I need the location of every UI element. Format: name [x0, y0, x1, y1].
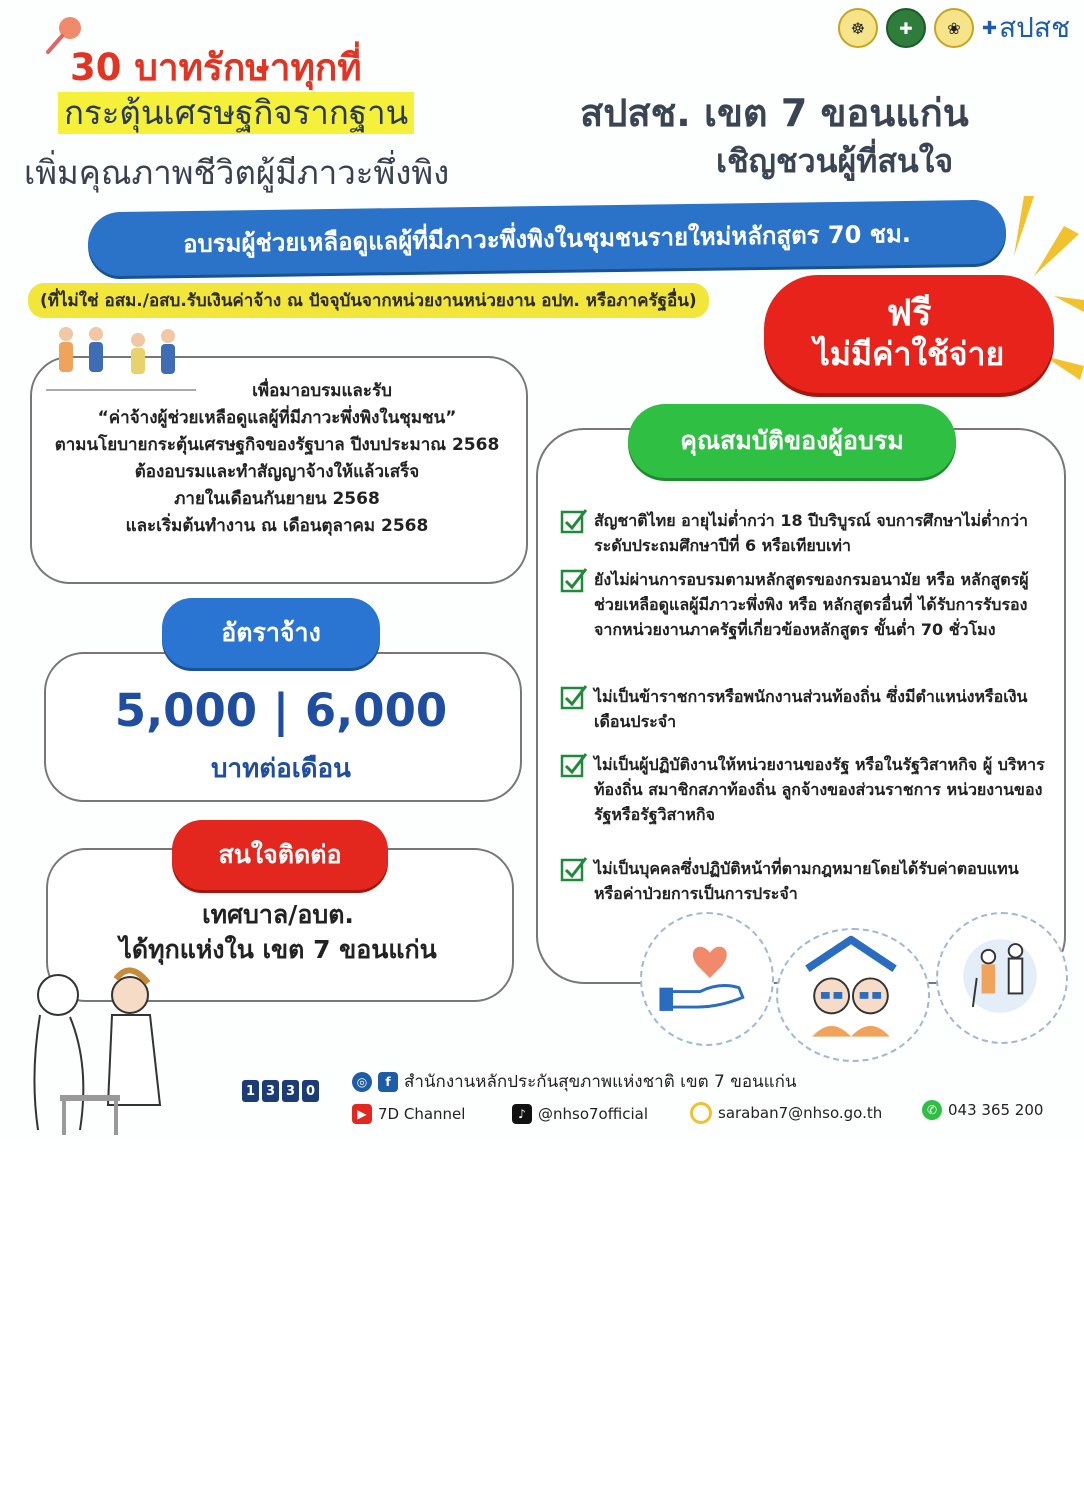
- footer-youtube[interactable]: [352, 1104, 465, 1124]
- hand-heart-icon: [642, 914, 768, 1040]
- purpose-line-4: ต้องอบรมและทำสัญญาจ้างให้แล้วเสร็จ: [134, 462, 420, 482]
- hotline-digit: 1: [242, 1080, 259, 1102]
- footer-phone[interactable]: [922, 1100, 1043, 1120]
- walking-assist-icon: [938, 914, 1062, 1038]
- contact-label: สนใจติดต่อ: [172, 820, 388, 890]
- hotline-digit: 3: [262, 1080, 279, 1102]
- elderly-couple-icon: [778, 930, 924, 1056]
- contact-line-1: เทศบาล/อบต.: [202, 900, 354, 929]
- footer-office-text: สำนักงานหลักประกันสุขภาพแห่งชาติ เขต 7 ขอนแก่น: [404, 1072, 797, 1092]
- headline-30-baht: 30 บาทรักษาทุกที่: [70, 46, 362, 89]
- government-seal-icon: ☸: [838, 8, 878, 48]
- organization-title: สปสช. เขต 7 ขอนแก่น: [580, 91, 969, 135]
- qualification-item: [560, 856, 1050, 906]
- qualification-item: [560, 752, 1050, 827]
- footer-email[interactable]: [690, 1102, 882, 1124]
- qualification-text: ไม่เป็นผู้ปฏิบัติงานให้หน่วยงานของรัฐ หรือในรัฐวิสาหกิจ ผู้ บริหารท้องถิ่น สมาชิกสภาท้องถิ่น ลูกจ้างของส่วนราชการ หน่วยงานของรัฐหรือรัฐวิสาหกิจ: [594, 755, 1045, 824]
- logo-row: [838, 6, 1070, 50]
- headline-economy: กระตุ้นเศรษฐกิจรากฐาน: [58, 92, 414, 134]
- training-banner: [88, 200, 1007, 277]
- purpose-text: [30, 378, 524, 540]
- checkbox-check-icon: [560, 752, 588, 780]
- website-icon: ◎: [352, 1072, 372, 1092]
- eligibility-note: (ที่ไม่ใช่ อสม./อสบ.รับเงินค่าจ้าง ณ ปัจจุบันจากหน่วยงานหน่วยงาน อปท. หรือภาครัฐอื่น): [28, 283, 709, 318]
- purpose-line-2: “ค่าจ้างผู้ช่วยเหลือดูแลผู้ที่มีภาวะพึ่งพิงในชุมชน”: [97, 408, 457, 428]
- walking-assist-circle: [936, 912, 1068, 1044]
- free-badge-subtitle: ไม่มีค่าใช้จ่าย: [813, 335, 1005, 373]
- checkbox-check-icon: [560, 567, 588, 595]
- training-banner-title: อบรมผู้ช่วยเหลือดูแลผู้ที่มีภาวะพึ่งพิงในชุมชนรายใหม่หลักสูตร 70 ชม.: [182, 219, 912, 258]
- youtube-icon: ▶: [352, 1104, 372, 1124]
- footer-youtube-text: 7D Channel: [378, 1105, 466, 1123]
- qualification-item: [560, 508, 1050, 558]
- purpose-line-5: ภายในเดือนกันยายน 2568: [174, 489, 380, 509]
- purpose-line-3: ตามนโยบายกระตุ้นเศรษฐกิจของรัฐบาล ปีงบประมาณ 2568: [54, 435, 500, 455]
- hotline-digit: 0: [302, 1080, 319, 1102]
- nhso-cross-icon: ✚: [981, 17, 998, 39]
- headline-quality-of-life: เพิ่มคุณภาพชีวิตผู้มีภาวะพึ่งพิง: [24, 153, 450, 192]
- hotline-digit: 3: [282, 1080, 299, 1102]
- rate-label: อัตราจ้าง: [162, 598, 380, 668]
- qualification-text: ไม่เป็นบุคคลซึ่งปฏิบัติหน้าที่ตามกฎหมายโดยได้รับค่าตอบแทน หรือค่าป่วยการเป็นการประจำ: [594, 859, 1019, 903]
- footer-phone-text: 043 365 200: [948, 1101, 1044, 1119]
- footer-tiktok[interactable]: [512, 1104, 648, 1124]
- qualification-text: ยังไม่ผ่านการอบรมตามหลักสูตรของกรมอนามัย หรือ หลักสูตรผู้ช่วยเหลือดูแลผู้มีภาวะพึ่งพิง หรือ หลักสูตรอื่นที่ ได้รับการรับรองจากหน่วยงานภาครัฐที่เกี่ยวข้องหลักสูตร ขั้นต่ำ 70 ชั่วโมง: [594, 570, 1029, 639]
- caregiver-with-elder-illustration-icon: [20, 955, 170, 1135]
- tiktok-icon: ♪: [512, 1104, 532, 1124]
- qualifications-title: คุณสมบัติของผู้อบรม: [628, 404, 956, 478]
- phone-icon: ✆: [922, 1100, 942, 1120]
- checkbox-check-icon: [560, 856, 588, 884]
- footer-office[interactable]: [352, 1068, 797, 1095]
- contact-line-2: ได้ทุกแห่งใน เขต 7 ขอนแก่น: [119, 935, 437, 964]
- care-heart-circle: [640, 912, 774, 1046]
- checkbox-check-icon: [560, 684, 588, 712]
- footer-email-text: saraban7@nhso.go.th: [718, 1104, 883, 1122]
- footer-tiktok-text: @nhso7official: [538, 1105, 649, 1123]
- hotline-1330: [242, 1080, 319, 1102]
- health-ministry-logo-icon: ✚: [886, 8, 926, 48]
- invitation-text: เชิญชวนผู้ที่สนใจ: [716, 142, 954, 180]
- free-badge-title: ฟรี: [886, 293, 932, 334]
- qualification-text: สัญชาติไทย อายุไม่ต่ำกว่า 18 ปีบริบูรณ์ จบการศึกษาไม่ต่ำกว่าระดับประถมศึกษาปีที่ 6 หรือเทียบเท่า: [594, 511, 1029, 555]
- nhso-logo: ✚ สปสช: [981, 11, 1070, 44]
- rate-unit: บาทต่อเดือน: [211, 754, 351, 784]
- elderly-couple-circle: [776, 928, 930, 1062]
- rate-value: 5,000 | 6,000: [114, 684, 448, 737]
- purpose-line-1: เพื่อมาอบรมและรับ: [252, 381, 392, 401]
- free-badge: [764, 275, 1054, 393]
- checkbox-check-icon: [560, 508, 588, 536]
- qualification-item: [560, 684, 1050, 734]
- qualification-item: [560, 567, 1050, 642]
- facebook-icon: f: [378, 1072, 398, 1092]
- email-icon: [690, 1102, 712, 1124]
- royal-seal-icon: ❀: [934, 8, 974, 48]
- purpose-line-6: และเริ่มต้นทำงาน ณ เดือนตุลาคม 2568: [125, 516, 429, 536]
- qualification-text: ไม่เป็นข้าราชการหรือพนักงานส่วนท้องถิ่น ซึ่งมีตำแหน่งหรือเงินเดือนประจำ: [594, 687, 1028, 731]
